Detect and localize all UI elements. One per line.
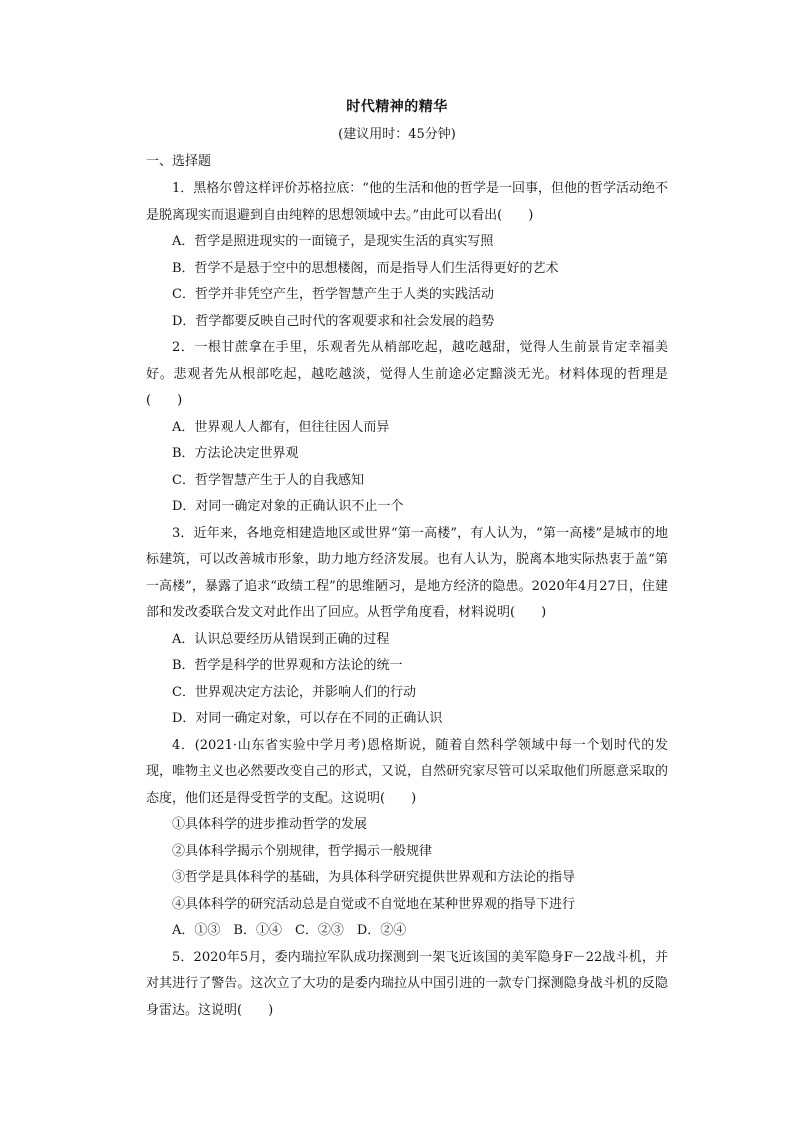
question-4-statement-1: ①具体科学的进步推动哲学的发展: [172, 817, 368, 832]
question-4-statement-3: ③哲学是具体科学的基础，为具体科学研究提供世界观和方法论的指导: [172, 870, 576, 885]
question-2-stem: 2．一根甘蔗拿在手里，乐观者先从梢部吃起，越吃越甜，觉得人生前景肯定幸福美好。悲观者先从根部吃起，越吃越淡，觉得人生前途必定黯淡无光。材料体现的哲理是( ): [146, 340, 668, 408]
question-4-choices: A．①③ B．①④ C．②③ D．②④: [172, 923, 407, 938]
question-list: [146, 176, 668, 1024]
question-3-option-c: C．世界观决定方法论，并影响人们的行动: [172, 684, 416, 700]
document-title: 时代精神的精华: [346, 99, 448, 115]
question-2-option-c: C．哲学智慧产生于人的自我感知: [172, 472, 364, 488]
question-4-statement-2: ②具体科学揭示个别规律，哲学揭示一般规律: [172, 843, 433, 859]
suggested-time: (建议用时：45分钟): [338, 127, 456, 142]
question-1-option-d: D．哲学都要反映自己时代的客观要求和社会发展的趋势: [172, 313, 495, 329]
question-2-option-d: D．对同一确定对象的正确认识不止一个: [172, 499, 404, 514]
question-3-option-d: D．对同一确定对象，可以存在不同的正确认识: [172, 711, 443, 726]
question-4-stem: 4．(2021·山东省实验中学月考)恩格斯说，随着自然科学领域中每一个划时代的发现，唯物主义也必然要改变自己的形式，又说，自然研究家尽管可以采取他们所愿意采取的态度，他们还是得受哲学的支配。这说明( ): [146, 737, 668, 806]
question-2-option-b: B．方法论决定世界观: [172, 446, 299, 461]
question-3-stem: 3．近年来，各地竞相建造地区或世界“第一高楼”，有人认为，“第一高楼”是城市的地标建筑，可以改善城市形象，助力地方经济发展。也有人认为，脱离本地实际热衷于盖“第一高楼”，暴露了追求“政绩工程”的思维陋习，是地方经济的隐患。2020年4月27日，住建部和发改委联合发文对此作出了回应。从哲学角度看，材料说明( ): [146, 525, 668, 620]
question-3-option-a: A．认识总要经历从错误到正确的过程: [172, 631, 390, 647]
question-2-option-a: A．世界观人人都有，但往往因人而异: [172, 419, 390, 435]
question-1-option-b: B．哲学不是悬于空中的思想楼阁，而是指导人们生活得更好的艺术: [172, 260, 559, 276]
question-5-stem: 5．2020年5月，委内瑞拉军队成功探测到一架飞近该国的美军隐身F－22战斗机，并对其进行了警告。这次立了大功的是委内瑞拉从中国引进的一款专门探测隐身战斗机的反隐身雷达。这说明( ): [146, 949, 668, 1018]
question-1-stem: 1．黑格尔曾这样评价苏格拉底：“他的生活和他的哲学是一回事，但他的哲学活动绝不是脱离现实而退避到自由纯粹的思想领域中去。”由此可以看出( ): [146, 181, 668, 223]
question-3-option-b: B．哲学是科学的世界观和方法论的统一: [172, 658, 403, 673]
question-4-statement-4: ④具体科学的研究活动总是自觉或不自觉地在某种世界观的指导下进行: [172, 896, 576, 912]
section-heading: 一、选择题: [146, 154, 212, 169]
question-1-option-c: C．哲学并非凭空产生，哲学智慧产生于人类的实践活动: [172, 287, 494, 302]
question-1-option-a: A．哲学是照进现实的一面镜子，是现实生活的真实写照: [172, 234, 494, 249]
